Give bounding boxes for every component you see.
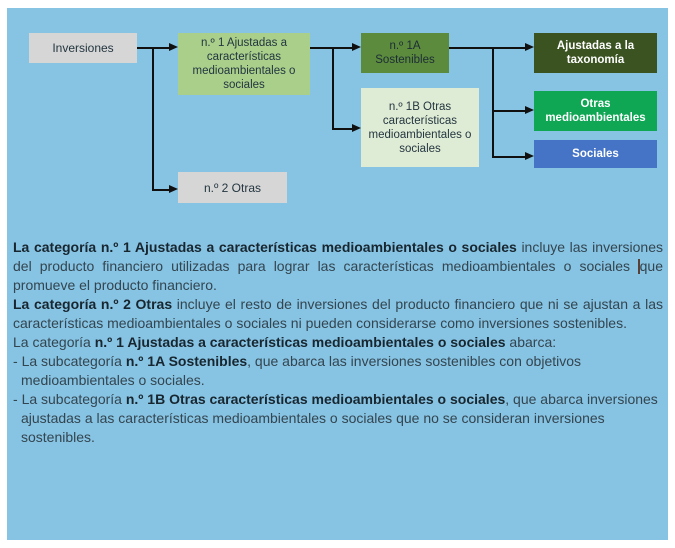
bullet-1a-text: , que abarca las inversiones sostenibles con objetivos medioambientales o sociales. [21, 353, 582, 388]
connector-arrowhead [525, 43, 534, 51]
connector-vline [152, 47, 154, 190]
bullet-1a-dash: - [13, 353, 22, 369]
node-n1a-sostenibles: n.º 1A Sostenibles [361, 33, 449, 73]
connector-arrowhead [525, 106, 534, 114]
paragraph-categoria-2 [13, 295, 663, 333]
connector-hline [492, 110, 525, 112]
node-inversiones: Inversiones [29, 33, 137, 63]
node-n1-ajustadas: n.º 1 Ajustadas a características medioambientales o sociales [178, 33, 310, 95]
bullet-1b-dash: - [13, 391, 22, 407]
connector-vline [332, 47, 334, 129]
paragraph-categoria-1-abarca [13, 333, 663, 352]
bullet-1a-lead: La subcategoría [21, 353, 126, 369]
bullet-subcategoria-1a [13, 352, 663, 390]
bullet-subcategoria-1b [13, 390, 663, 447]
bullet-1b-lead: La subcategoría [21, 391, 126, 407]
connector-hline [332, 128, 352, 130]
connector-hline [137, 47, 170, 49]
paragraph-1-text-end: que promueve el producto financiero. [13, 258, 663, 293]
node-sociales: Sociales [534, 140, 657, 168]
connector-hline [449, 47, 525, 49]
node-ajustadas-taxonomia: Ajustadas a la taxonomía [534, 33, 657, 73]
connector-arrowhead [169, 185, 178, 193]
connector-vline [492, 47, 494, 157]
text-section [13, 238, 663, 447]
paragraph-2-bold: La categoría n.º 2 Otras [13, 296, 173, 312]
bullet-1b-text: , que abarca inversiones ajustadas a las características medioambientales o sociales que no se consideran inversiones sostenibles. [21, 391, 658, 445]
bullet-1a-bold: n.º 1A Sostenibles [125, 353, 248, 369]
paragraph-3-text: abarca: [505, 334, 557, 350]
paragraph-categoria-1 [13, 238, 663, 295]
connector-arrowhead [525, 152, 534, 160]
bullet-1b-bold: n.º 1B Otras características medioambientales o sociales [125, 391, 506, 407]
connector-hline [492, 156, 525, 158]
paragraph-3-lead: La categoría [13, 334, 95, 350]
connector-hline [152, 189, 170, 191]
node-n1b-otras-caracteristicas: n.º 1B Otras características medioambientales o sociales [361, 88, 479, 167]
node-n2-otras: n.º 2 Otras [178, 172, 287, 203]
paragraph-3-bold: n.º 1 Ajustadas a características medioambientales o sociales [94, 334, 506, 350]
connector-arrowhead [352, 124, 361, 132]
paragraph-1-bold: La categoría n.º 1 Ajustadas a características medioambientales o sociales [13, 239, 517, 255]
connector-arrowhead [352, 43, 361, 51]
paragraph-1-text: incluye las inversiones del producto financiero utilizadas para lograr las características medioambientales o sociales [13, 239, 663, 274]
paragraph-2-text: incluye el resto de inversiones del producto financiero que ni se ajustan a las características medioambientales o sociales ni pueden considerarse como inversiones sostenibles. [13, 296, 663, 331]
connector-hline [310, 47, 352, 49]
connector-arrowhead [169, 43, 178, 51]
node-otras-medioambientales: Otras medioambientales [534, 91, 657, 131]
